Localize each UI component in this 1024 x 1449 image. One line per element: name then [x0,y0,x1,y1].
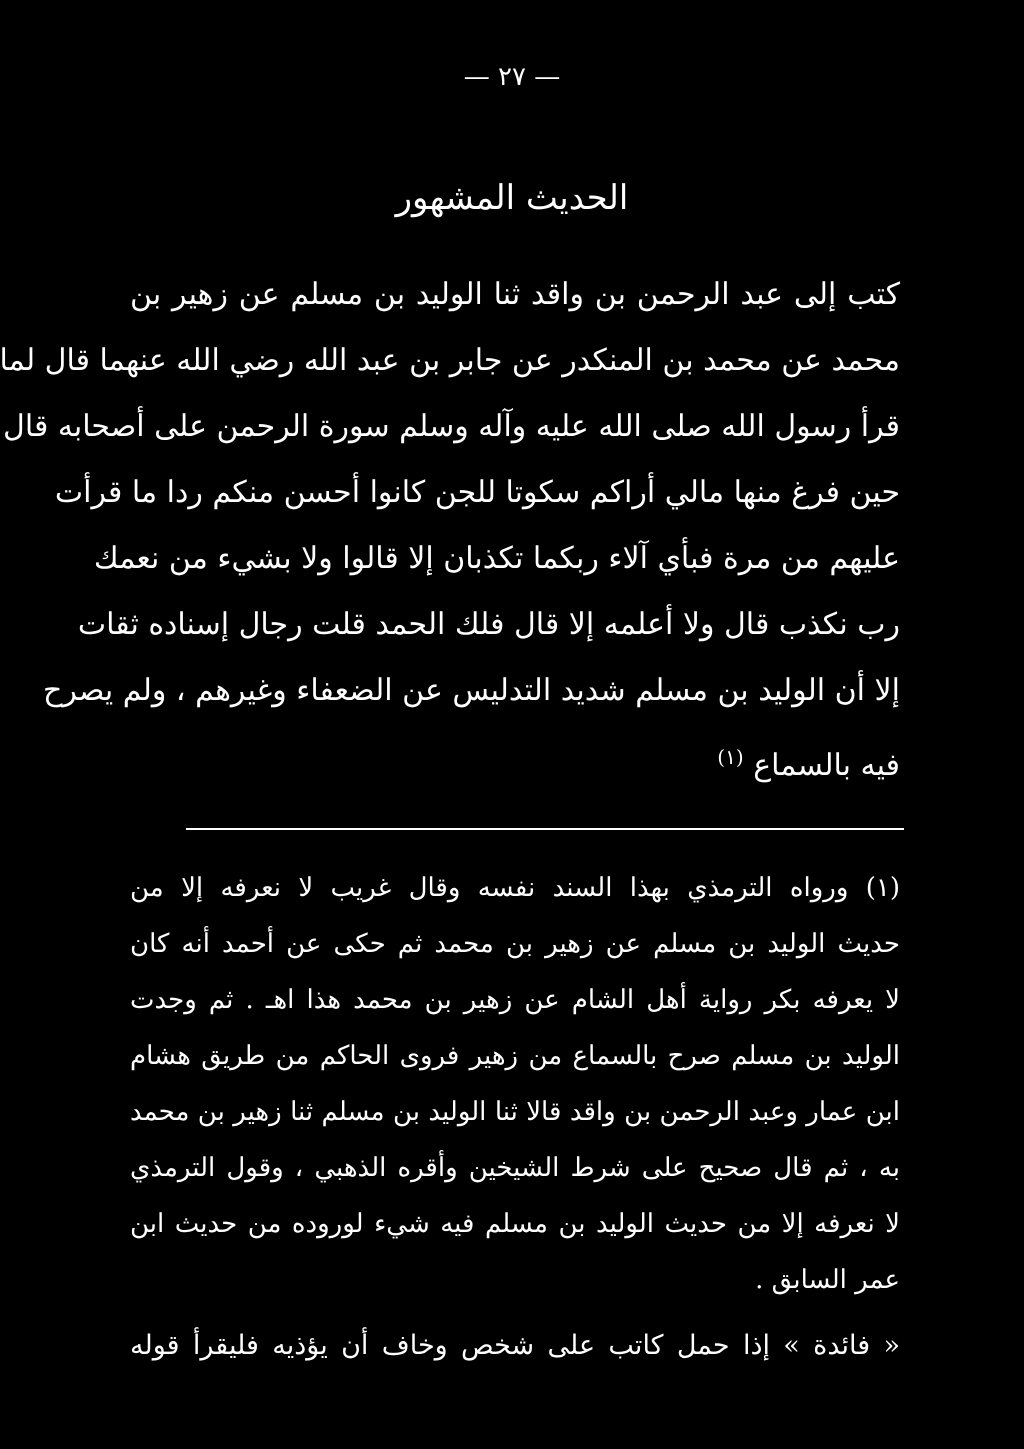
main-text-line: محمد عن محمد بن المنكدر عن جابر بن عبد الله رضي الله عنهما قال لما [0,343,900,378]
main-text-line: إلا أن الوليد بن مسلم شديد التدليس عن الضعفاء وغيرهم ، ولم يصرح [42,673,900,708]
main-text-line: حين فرغ منها مالي أراكم سكوتا للجن كانوا أحسن منكم ردا ما قرأت [54,475,900,510]
chapter-title: الحديث المشهور [395,178,629,218]
main-text-line: عليهم من مرة فبأي آلاء ربكما تكذبان إلا قالوا ولا بشيء من نعمك [93,541,900,576]
main-text-line: فيه بالسماع [753,748,900,783]
benefit-text [130,1316,900,1376]
footnote-line: الوليد بن مسلم صرح بالسماع من زهير فروى الحاكم من طريق هشام [130,1041,900,1071]
benefit-line: « فائدة » إذا حمل كاتب على شخص وخاف أن يؤذيه فليقرأ قوله [130,1330,900,1361]
main-text-line: قرأ رسول الله صلى الله عليه وآله وسلم سورة الرحمن على أصحابه قال [3,409,900,444]
footnote-divider [186,828,904,830]
footnote-line: عمر السابق . [755,1265,900,1295]
footnote-line: (١) ورواه الترمذي بهذا السند نفسه وقال غريب لا نعرفه إلا من [130,873,900,903]
main-text-line: رب نكذب قال ولا أعلمه إلا قال فلك الحمد قلت رجال إسناده ثقات [77,607,900,642]
footnote-line: به ، ثم قال صحيح على شرط الشيخين وأقره الذهبي ، وقول الترمذي [130,1153,900,1183]
main-text-last-line [130,724,900,790]
footnote-reference[interactable]: (١) [717,745,744,769]
page-number: — ٢٧ — [463,62,561,92]
footnote-text [130,860,900,1308]
footnote-line: لا يعرفه بكر رواية أهل الشام عن زهير بن محمد هذا اهـ . ثم وجدت [130,985,900,1015]
main-text-line: كتب إلى عبد الرحمن بن واقد ثنا الوليد بن مسلم عن زهير بن [130,277,900,312]
footnote-line: ابن عمار وعبد الرحمن بن واقد قالا ثنا الوليد بن مسلم ثنا زهير بن محمد [130,1097,900,1127]
footnote-line: لا نعرفه إلا من حديث الوليد بن مسلم فيه شيء لوروده من حديث ابن [130,1209,900,1239]
footnote-line: حديث الوليد بن مسلم عن زهير بن محمد ثم حكى عن أحمد أنه كان [130,929,901,959]
main-text [0,262,900,790]
